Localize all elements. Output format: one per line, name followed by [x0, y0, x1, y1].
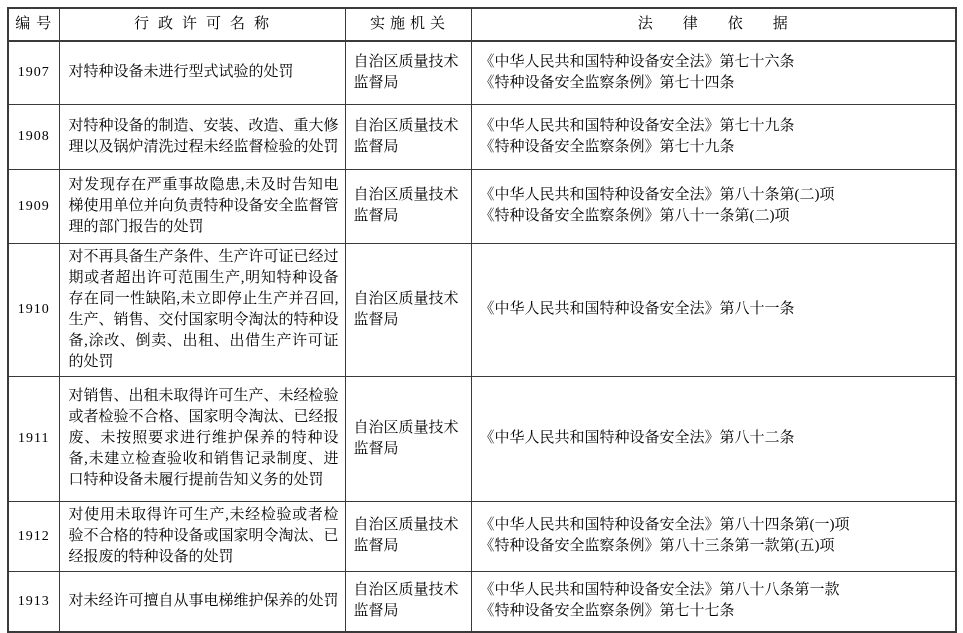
cell-legal-basis: [471, 501, 956, 571]
legal-basis-line: 《特种设备安全监察条例》第七十九条: [479, 138, 735, 155]
cell-permit-name: 对使用未取得许可生产,未经检验或者检验不合格的特种设备或国家明令淘汰、已经报废的特种设备的处罚: [59, 501, 345, 571]
table-row: [8, 41, 956, 104]
table-row: [8, 571, 956, 632]
table-row: [8, 376, 956, 501]
table-row: [8, 243, 956, 376]
cell-permit-number: 1911: [8, 376, 59, 501]
cell-permit-name: 对销售、出租未取得许可生产、未经检验或者检验不合格、国家明令淘汰、已经报废、未按照要求进行维护保养的特种设备,未建立检查验收和销售记录制度、进口特种设备未履行提前告知义务的处罚: [59, 376, 345, 501]
legal-basis-line: 《中华人民共和国特种设备安全法》第七十六条: [479, 53, 795, 70]
cell-permit-name: 对未经许可擅自从事电梯维护保养的处罚: [59, 571, 345, 632]
legal-basis-line: 《特种设备安全监察条例》第八十三条第一款第(五)项: [479, 538, 835, 554]
table-header-row: [8, 8, 956, 41]
legal-basis-line: 《中华人民共和国特种设备安全法》第八十二条: [479, 430, 795, 446]
table-row: [8, 501, 956, 571]
cell-permit-number: 1909: [8, 169, 59, 243]
legal-basis-line: 《中华人民共和国特种设备安全法》第八十四条第(一)项: [479, 517, 850, 533]
cell-permit-name: 对不再具备生产条件、生产许可证已经过期或者超出许可范围生产,明知特种设备存在同一性缺陷,未立即停止生产并召回,生产、销售、交付国家明令淘汰的特种设备,涂改、倒卖、出租、出借生产许可证的处罚: [59, 243, 345, 376]
legal-basis-line: 《中华人民共和国特种设备安全法》第八十一条: [479, 301, 795, 317]
legal-basis-line: 《特种设备安全监察条例》第八十一条第(二)项: [479, 208, 790, 224]
header-legal: 法律依据: [471, 8, 956, 41]
cell-agency: 自治区质量技术监督局: [345, 376, 471, 501]
cell-legal-basis: [471, 376, 956, 501]
legal-basis-line: 《中华人民共和国特种设备安全法》第八十条第(二)项: [479, 187, 835, 203]
cell-agency: 自治区质量技术监督局: [345, 243, 471, 376]
cell-legal-basis: [471, 104, 956, 169]
cell-permit-number: 1913: [8, 571, 59, 632]
cell-permit-number: 1907: [8, 41, 59, 104]
cell-permit-number: 1912: [8, 501, 59, 571]
legal-basis-line: 《中华人民共和国特种设备安全法》第八十八条第一款: [479, 582, 840, 599]
cell-agency: 自治区质量技术监督局: [345, 41, 471, 104]
table-row: [8, 104, 956, 169]
cell-agency: 自治区质量技术监督局: [345, 571, 471, 632]
header-name: 行政许可名称: [59, 8, 345, 41]
cell-agency: 自治区质量技术监督局: [345, 169, 471, 243]
cell-permit-number: 1908: [8, 104, 59, 169]
table-body: [8, 41, 956, 632]
table-row: [8, 169, 956, 243]
cell-legal-basis: [471, 571, 956, 632]
cell-legal-basis: [471, 243, 956, 376]
cell-permit-name: 对特种设备的制造、安装、改造、重大修理以及锅炉清洗过程未经监督检验的处罚: [59, 104, 345, 169]
cell-agency: 自治区质量技术监督局: [345, 104, 471, 169]
cell-legal-basis: [471, 41, 956, 104]
cell-permit-name: 对发现存在严重事故隐患,未及时告知电梯使用单位并向负责特种设备安全监督管理的部门报告的处罚: [59, 169, 345, 243]
cell-agency: 自治区质量技术监督局: [345, 501, 471, 571]
cell-legal-basis: [471, 169, 956, 243]
header-id: 编号: [8, 8, 59, 41]
legal-basis-line: 《特种设备安全监察条例》第七十七条: [479, 603, 735, 620]
header-agency: 实施机关: [345, 8, 471, 41]
cell-permit-name: 对特种设备未进行型式试验的处罚: [59, 41, 345, 104]
permits-table: [7, 7, 957, 633]
legal-basis-line: 《中华人民共和国特种设备安全法》第七十九条: [479, 117, 795, 134]
legal-basis-line: 《特种设备安全监察条例》第七十四条: [479, 74, 735, 91]
cell-permit-number: 1910: [8, 243, 59, 376]
